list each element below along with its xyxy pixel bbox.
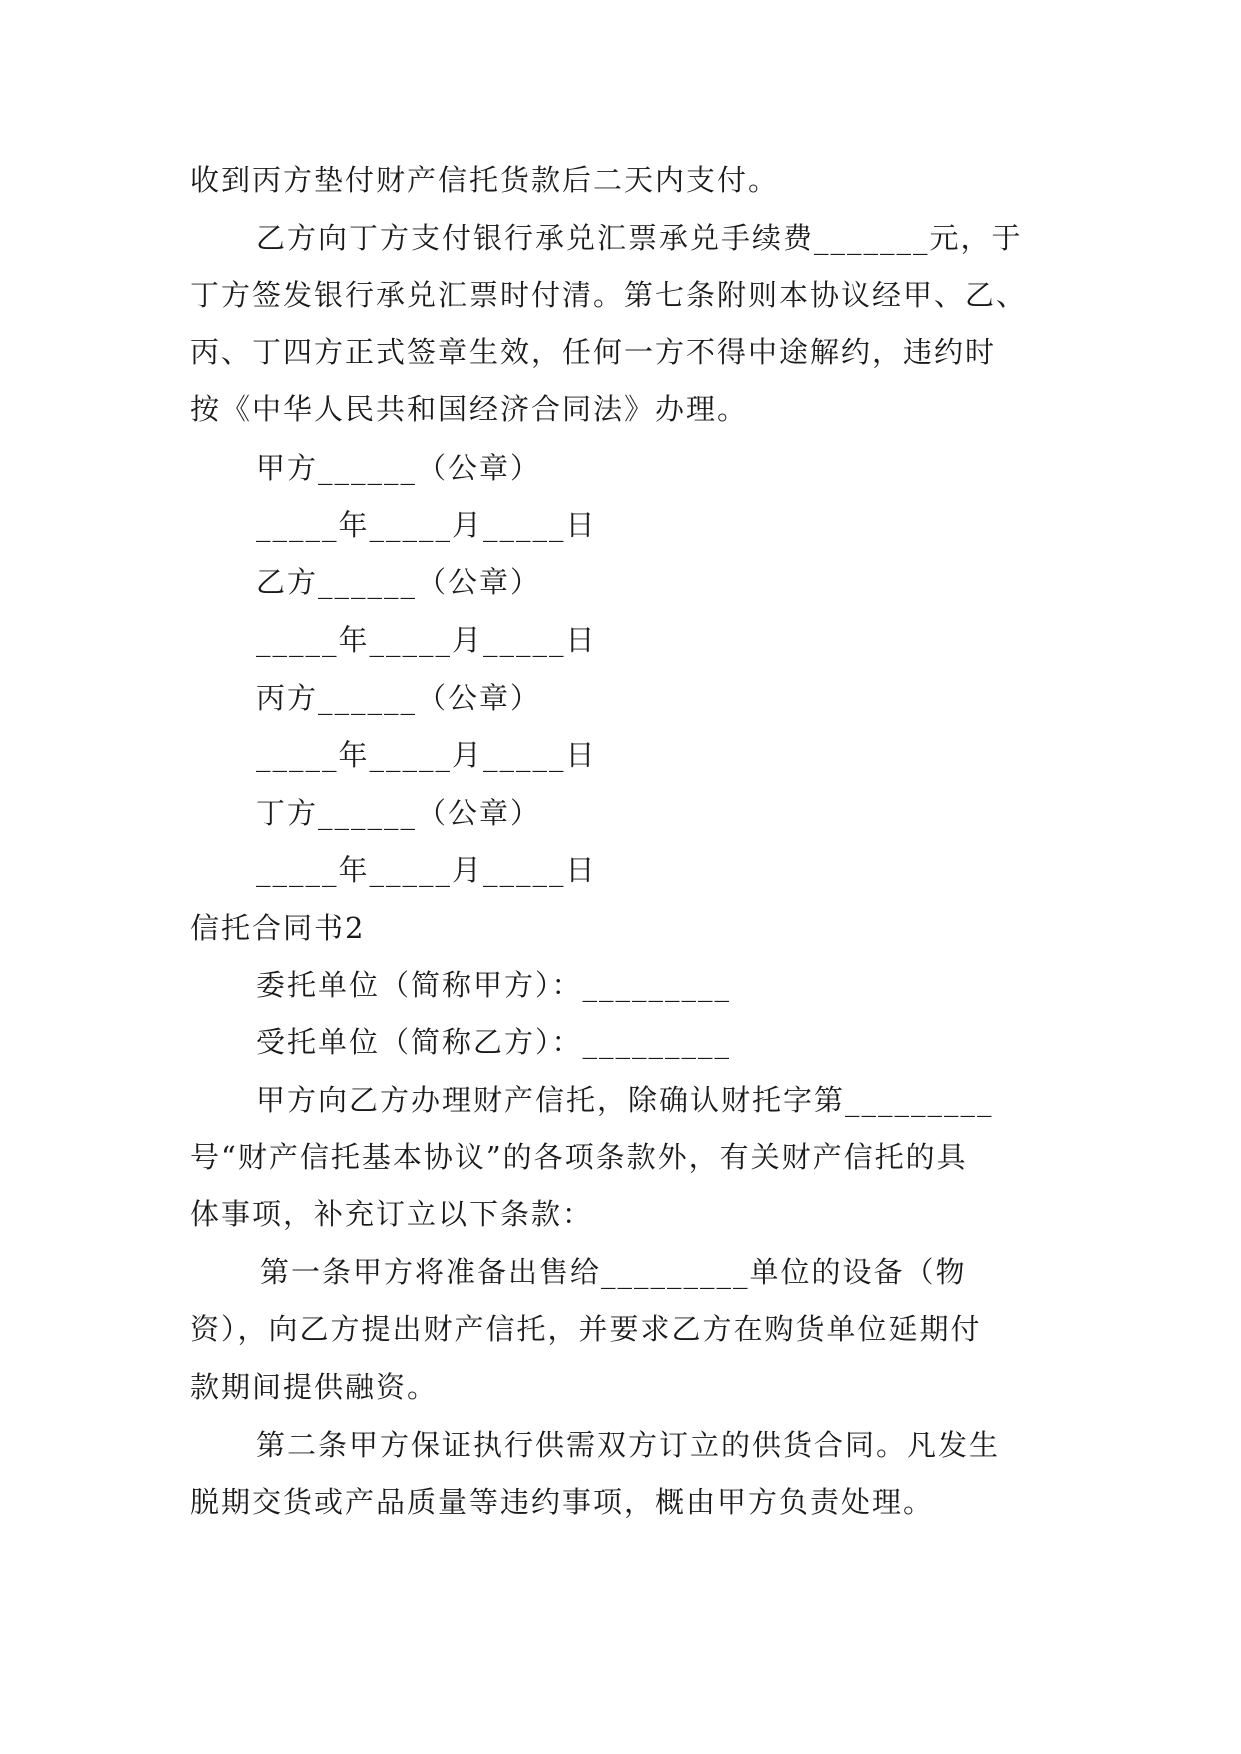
signature-party-bing: 丙方______（公章）	[256, 681, 542, 715]
signature-party-jia: 甲方______（公章）	[256, 451, 542, 485]
paragraph-line: 丙、丁四方正式签章生效，任何一方不得中途解约，违约时	[190, 335, 997, 369]
party-field-principal: 委托单位（简称甲方）：_________	[256, 968, 732, 1002]
paragraph-line: 收到丙方垫付财产信托货款后二天内支付。	[190, 163, 780, 197]
party-field-trustee: 受托单位（简称乙方）：_________	[256, 1025, 732, 1059]
signature-party-ding: 丁方______（公章）	[256, 796, 542, 830]
article-one-line: 第一条甲方将准备出售给_________单位的设备（物	[260, 1255, 967, 1289]
paragraph-line: 款期间提供融资。	[190, 1370, 439, 1404]
article-two-line: 第二条甲方保证执行供需双方订立的供货合同。凡发生	[256, 1428, 1001, 1462]
paragraph-line: 体事项，补充订立以下条款：	[190, 1197, 594, 1231]
signature-date: _____年_____月_____日	[256, 623, 597, 657]
signature-date: _____年_____月_____日	[256, 853, 597, 887]
signature-date: _____年_____月_____日	[256, 508, 597, 542]
signature-party-yi: 乙方______（公章）	[256, 565, 542, 599]
signature-date: _____年_____月_____日	[256, 738, 597, 772]
paragraph-line: 乙方向丁方支付银行承兑汇票承兑手续费_______元，于	[256, 221, 1023, 255]
paragraph-line: 甲方向乙方办理财产信托，除确认财托字第_________	[256, 1083, 994, 1117]
paragraph-line: 丁方签发银行承兑汇票时付清。第七条附则本协议经甲、乙、	[190, 278, 1028, 312]
paragraph-line: 按《中华人民共和国经济合同法》办理。	[190, 392, 749, 426]
section-title: 信托合同书2	[190, 911, 366, 945]
paragraph-line: 脱期交货或产品质量等违约事项，概由甲方负责处理。	[190, 1485, 935, 1519]
paragraph-line: 号“财产信托基本协议”的各项条款外，有关财产信托的具	[190, 1140, 968, 1174]
paragraph-line: 资），向乙方提出财产信托，并要求乙方在购货单位延期付	[190, 1312, 982, 1346]
